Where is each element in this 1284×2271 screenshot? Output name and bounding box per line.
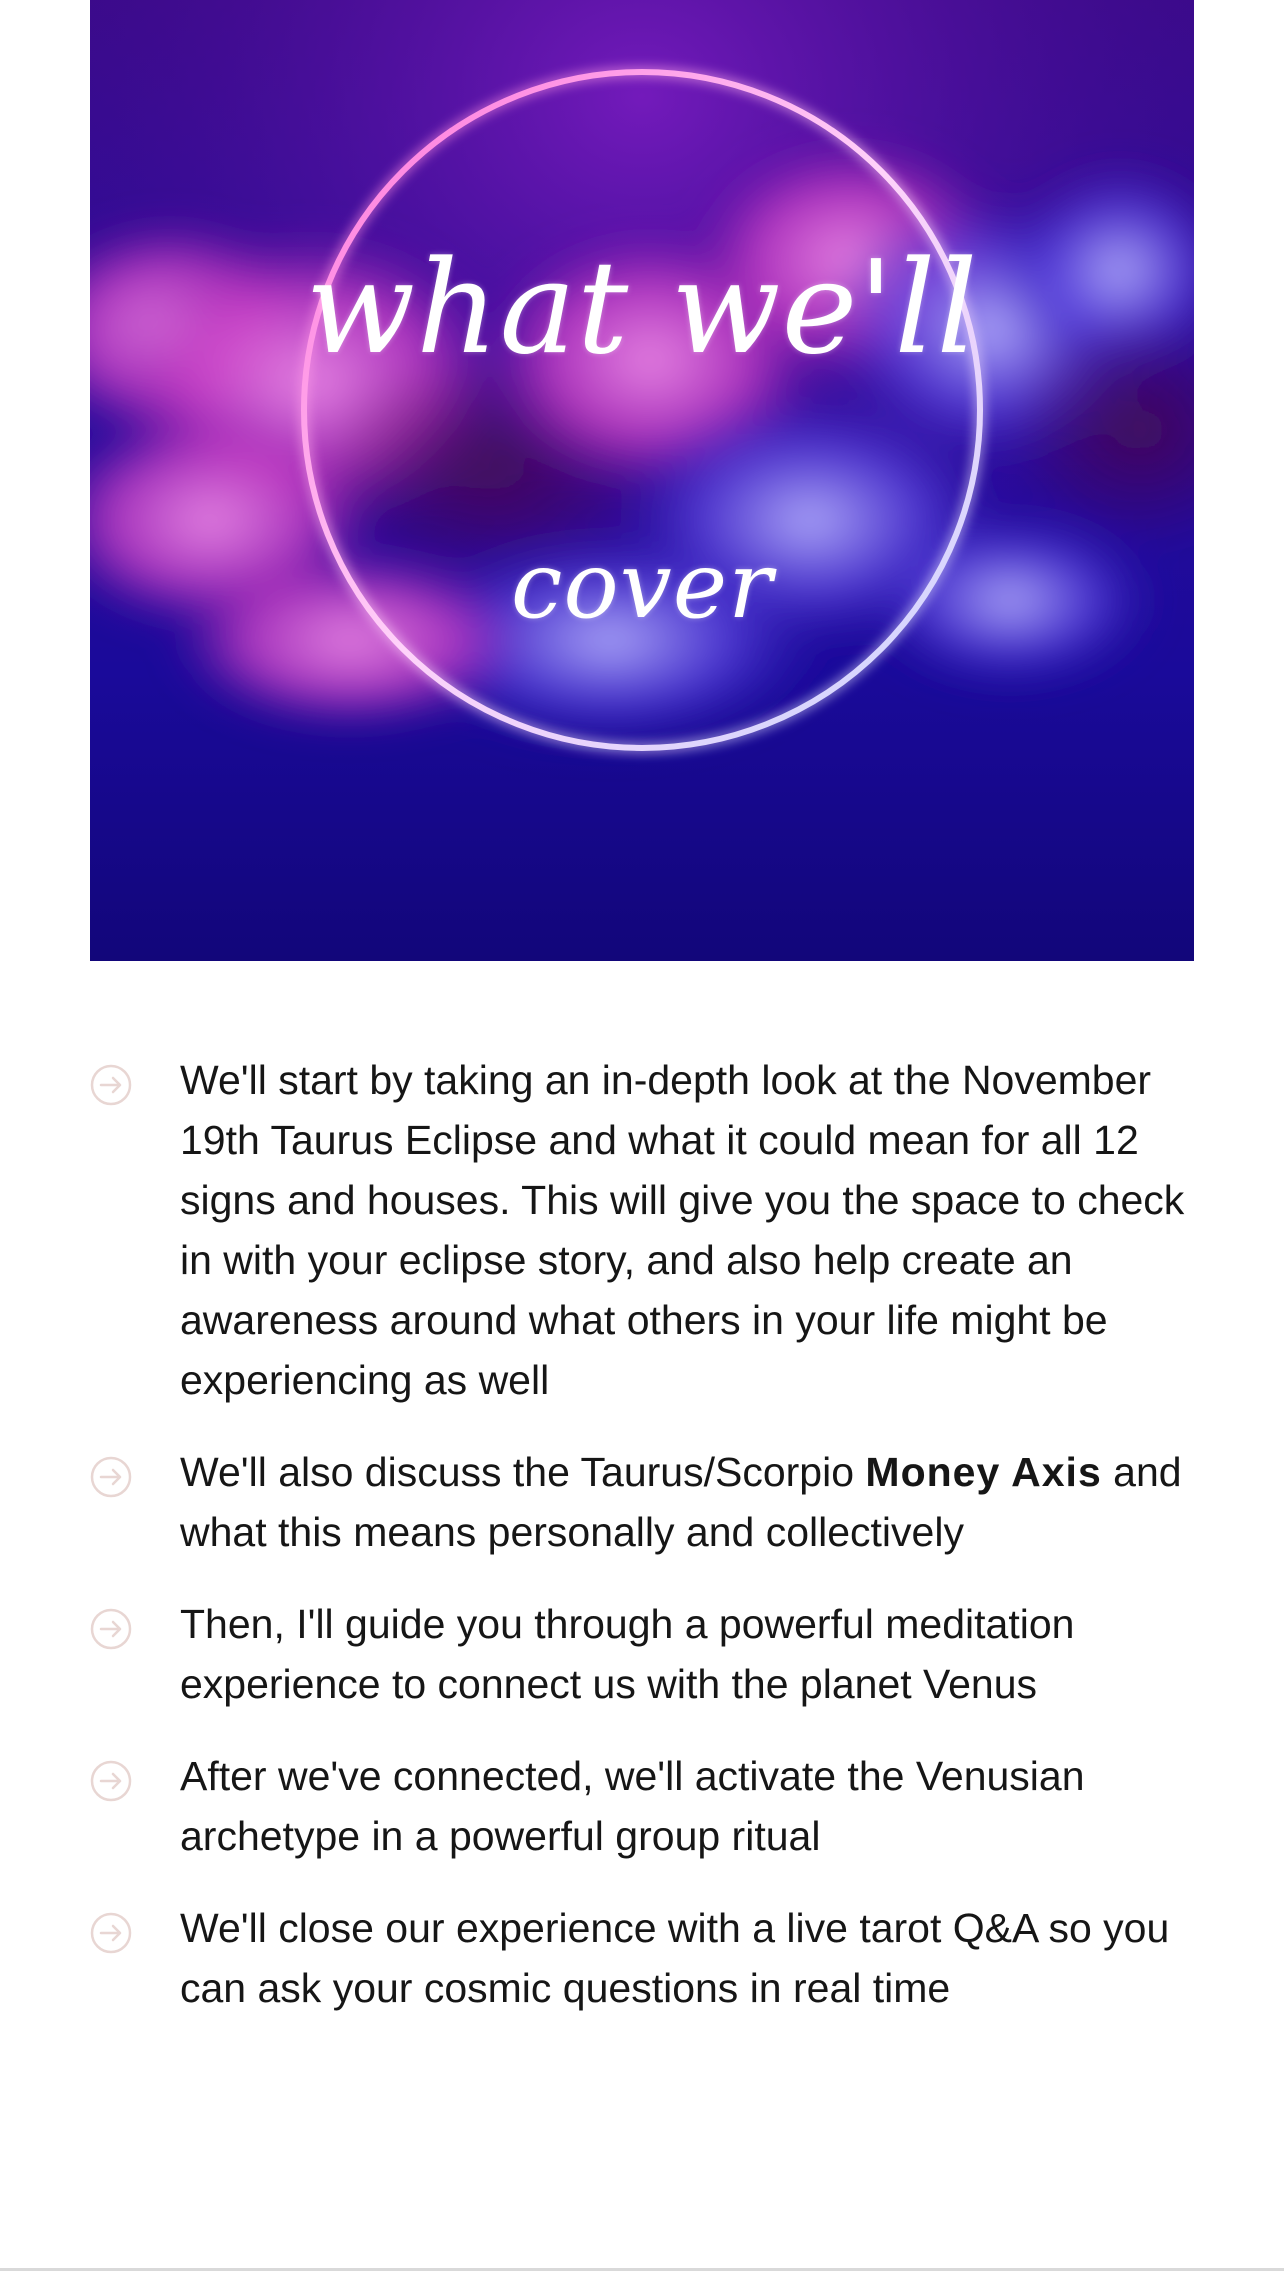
list-item <box>0 1442 1284 1562</box>
list-item-text-after: and what this means personally and collectively <box>180 1449 1182 1555</box>
session-agenda-list <box>0 1050 1284 2050</box>
list-item-text-before: We'll also discuss the Taurus/Scorpio <box>180 1449 866 1495</box>
list-item <box>0 1746 1284 1866</box>
hero-title-line2: cover <box>510 532 774 639</box>
hero-image <box>90 0 1194 961</box>
cosmic-cloud-illustration <box>90 0 1194 961</box>
list-item <box>0 1594 1284 1714</box>
list-item <box>0 1050 1284 1410</box>
arrow-circle-right-icon <box>90 1456 132 1498</box>
money-axis-emphasis: Money Axis <box>865 1449 1102 1495</box>
list-item-text: Then, I'll guide you through a powerful meditation experience to connect us with the planet Venus <box>180 1601 1075 1707</box>
arrow-circle-right-icon <box>90 1608 132 1650</box>
list-item <box>0 1898 1284 2018</box>
arrow-circle-right-icon <box>90 1064 132 1106</box>
list-item-text: After we've connected, we'll activate the Venusian archetype in a powerful group ritual <box>180 1753 1085 1859</box>
hero-title-line1: what we'll <box>305 234 979 383</box>
arrow-circle-right-icon <box>90 1912 132 1954</box>
list-item-text: We'll close our experience with a live tarot Q&A so you can ask your cosmic questions in real time <box>180 1905 1170 2011</box>
list-item-text: We'll start by taking an in-depth look at the November 19th Taurus Eclipse and what it could mean for all 12 signs and houses. This will give you the space to check in with your eclipse story, and also help create an awareness around what others in your life might be experiencing as well <box>180 1057 1185 1403</box>
arrow-circle-right-icon <box>90 1760 132 1802</box>
